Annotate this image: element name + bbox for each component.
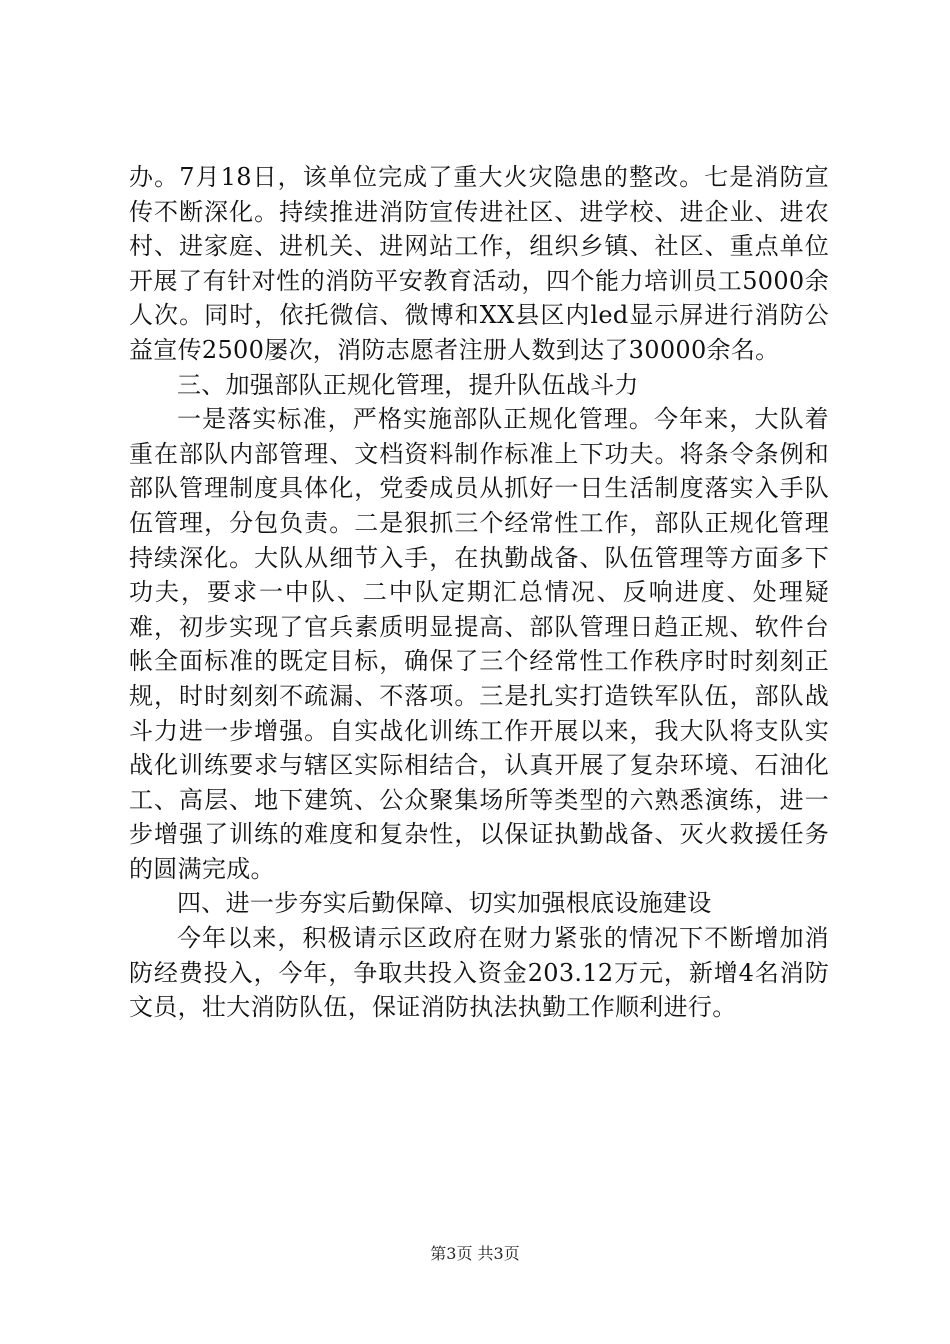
section-heading-4: 四、进一步夯实后勤保障、切实加强根底设施建设 — [177, 889, 712, 918]
page-number-footer: 第3页 共3页 — [430, 1244, 520, 1263]
section-heading-3: 三、加强部队正规化管理，提升队伍战斗力 — [177, 370, 639, 399]
paragraph-logistics: 今年以来，积极请示区政府在财力紧张的情况下不断增加消防经费投入，今年，争取共投入资金203.12万元，新增4名消防文员，壮大消防队伍，保证消防执法执勤工作顺利进行。 — [129, 924, 829, 1022]
document-body — [129, 160, 829, 1025]
paragraph-fire-publicity: 办。7月18日，该单位完成了重大火灾隐患的整改。七是消防宣传不断深化。持续推进消防宣传进社区、进学校、进企业、进农村、进家庭、进机关、进网站工作，组织乡镇、社区、重点单位开展了有针对性的消防平安教育活动，四个能力培训员工5000余人次。同时，依托微信、微博和XX县区内led显示屏进行消防公益宣传2500屡次，消防志愿者注册人数到达了30000余名。 — [129, 163, 829, 364]
paragraph-regularized-management: 一是落实标准，严格实施部队正规化管理。今年来，大队着重在部队内部管理、文档资料制作标准上下功夫。将条令条例和部队管理制度具体化，党委成员从抓好一日生活制度落实入手队伍管理，分包负责。二是狠抓三个经常性工作，部队正规化管理持续深化。大队从细节入手，在执勤战备、队伍管理等方面多下功夫，要求一中队、二中队定期汇总情况、反响进度、处理疑难，初步实现了官兵素质明显提高、部队管理日趋正规、软件台帐全面标准的既定目标，确保了三个经常性工作秩序时时刻刻正规，时时刻刻不疏漏、不落项。三是扎实打造铁军队伍，部队战斗力进一步增强。自实战化训练工作开展以来，我大队将支队实战化训练要求与辖区实际相结合，认真开展了复杂环境、石油化工、高层、地下建筑、公众聚集场所等类型的六熟悉演练，进一步增强了训练的难度和复杂性，以保证执勤战备、灭火救援任务的圆满完成。 — [129, 405, 829, 883]
